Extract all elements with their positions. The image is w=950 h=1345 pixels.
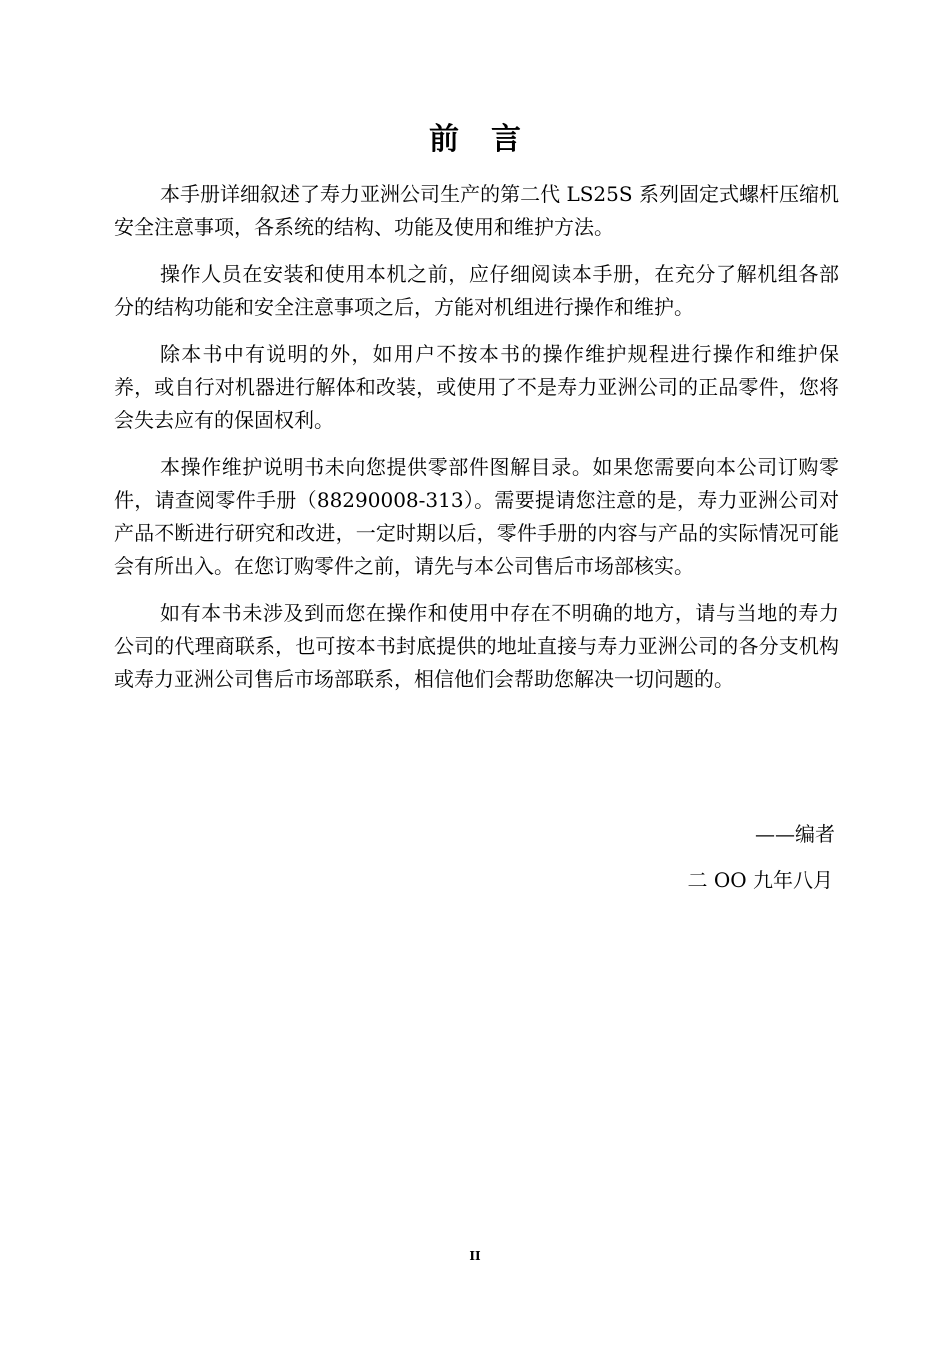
page-title: 前言 (429, 122, 553, 157)
paragraph-operator-notice: 操作人员在安装和使用本机之前，应仔细阅读本手册，在充分了解机组各部分的结构功能和安全注意事项之后，方能对机组进行操作和维护。 (114, 262, 839, 319)
body-text (114, 178, 839, 710)
paragraph-parts-ordering: 本操作维护说明书未向您提供零部件图解目录。如果您需要向本公司订购零件，请查阅零件手册（88290008-313）。需要提请您注意的是，寿力亚洲公司对产品不断进行研究和改进，一定时期以后，零件手册的内容与产品的实际情况可能会有所出入。在您订购零件之前，请先与本公司售后市场部核实。 (114, 455, 839, 578)
paragraph-contact-info: 如有本书未涉及到而您在操作和使用中存在不明确的地方，请与当地的寿力公司的代理商联系，也可按本书封底提供的地址直接与寿力亚洲公司的各分支机构或寿力亚洲公司售后市场部联系，相信他们会帮助您解决一切问题的。 (114, 601, 839, 691)
page-number: II (469, 1249, 481, 1263)
paragraph-warranty-notice: 除本书中有说明的外，如用户不按本书的操作维护规程进行操作和维护保养，或自行对机器进行解体和改装，或使用了不是寿力亚洲公司的正品零件，您将会失去应有的保固权利。 (114, 342, 839, 432)
publication-date: 二 OO 九年八月 (687, 868, 833, 892)
paragraph-intro: 本手册详细叙述了寿力亚洲公司生产的第二代 LS25S 系列固定式螺杆压缩机安全注意事项，各系统的结构、功能及使用和维护方法。 (114, 182, 839, 239)
editor-signature: ——编者 (755, 822, 835, 846)
